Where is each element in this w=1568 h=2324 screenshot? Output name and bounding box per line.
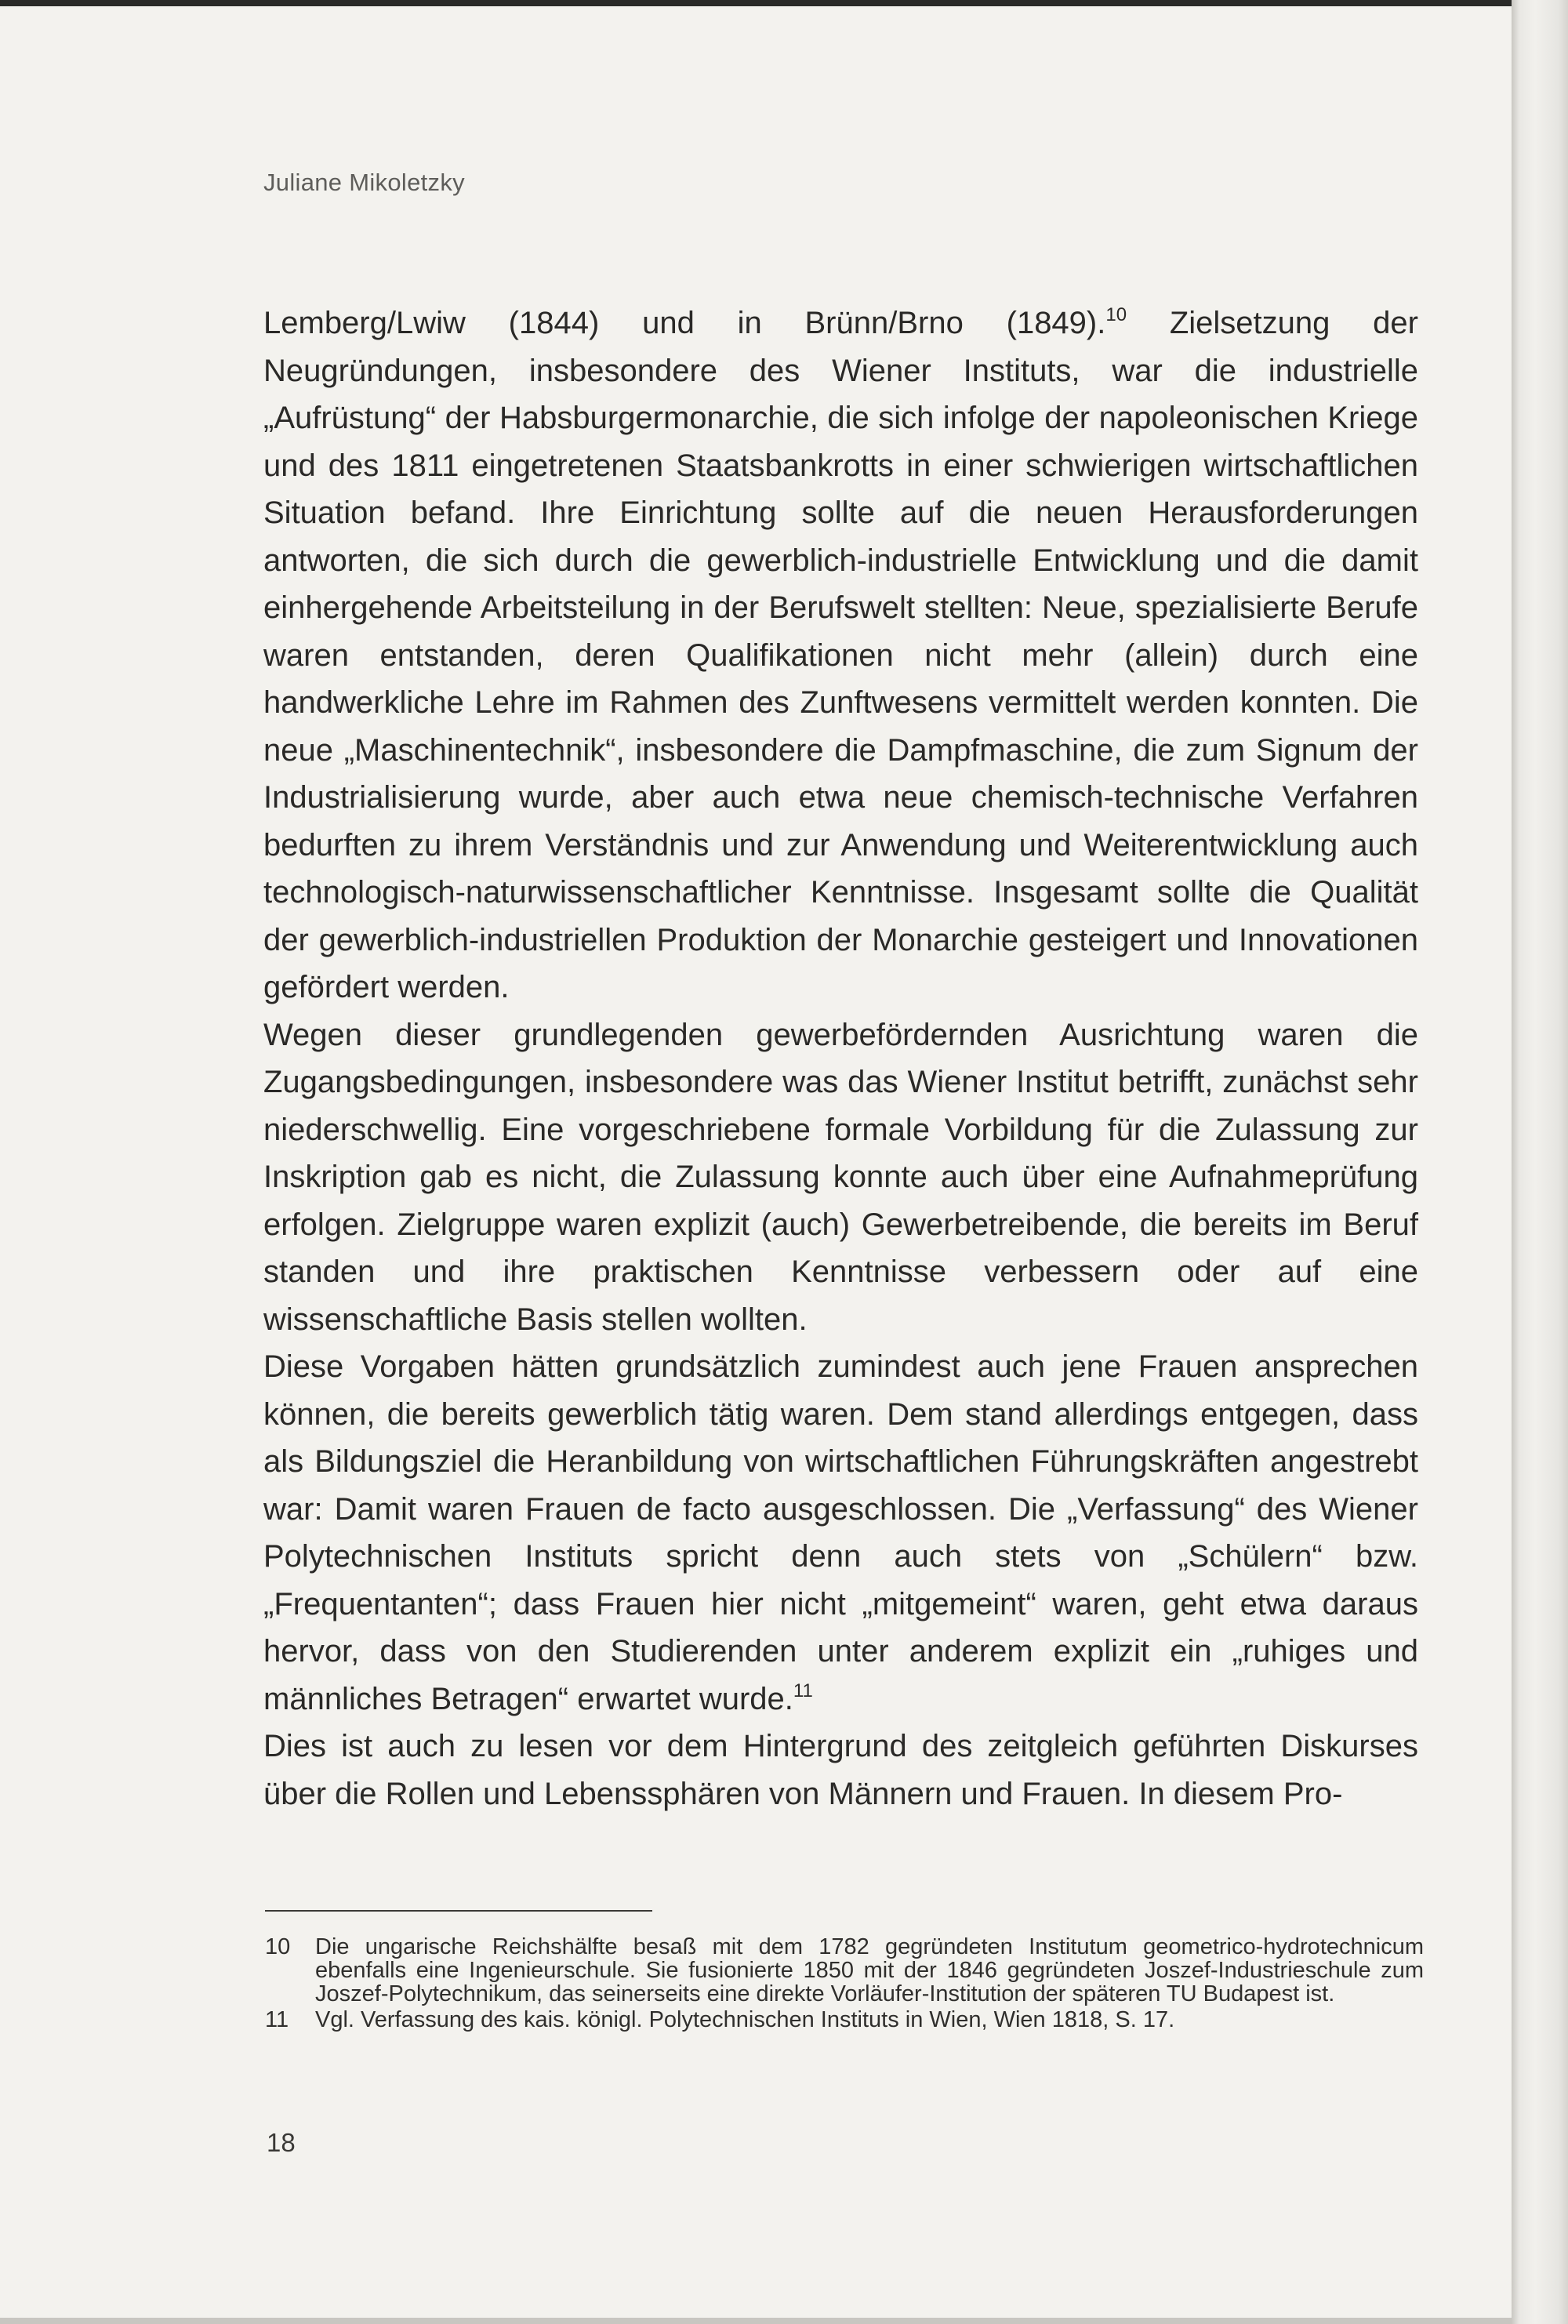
running-head: Juliane Mikoletzky: [263, 169, 465, 196]
footnote-11: [265, 2008, 1424, 2032]
footnote-text: Vgl. Verfassung des kais. königl. Polytechnischen Instituts in Wien, Wien 1818, S. 17.: [315, 2007, 1175, 2032]
book-page: [0, 6, 1512, 2318]
footnote-separator: [265, 1910, 652, 1912]
paragraph-text: Diese Vorgaben hätten grundsätzlich zumindest auch jene Frauen ansprechen können, die bereits gewerblich tätig waren. Dem stand allerdings entgegen, dass als Bildungsziel die Heranbildung von wirtschaftlichen Führungskräften angestrebt war: Damit waren Frauen de facto ausgeschlossen. Die „Verfassung“ des Wiener Polytechnischen Instituts spricht denn auch stets von „Schülern“ bzw. „Frequentanten“; dass Frauen hier nicht „mitgemeint“ waren, geht etwa daraus hervor, dass von den Studierenden unter anderem explizit ein „ruhiges und männliches Betragen“ erwartet wurde.: [263, 1349, 1418, 1716]
footnote-number: 11: [265, 2007, 289, 2032]
footnotes: [265, 1935, 1424, 2034]
footnote-10: [265, 1935, 1424, 2006]
page-number: 18: [267, 2128, 296, 2157]
footnote-number: 10: [265, 1934, 291, 1959]
paragraph-text: Zielsetzung der Neugründungen, insbesondere des Wiener Instituts, war die industrielle „Aufrüstung“ der Habsburgermonarchie, die sich infolge der napoleonischen Kriege und des 1811 eingetretenen Staatsbankrotts in einer schwierigen wirtschaftlichen Situation befand. Ihre Einrichtung sollte auf die neuen Herausforderungen antworten, die sich durch die gewerblich-industrielle Entwicklung und die damit einhergehende Arbeitsteilung in der Berufswelt stellten: Neue, spezialisierte Berufe waren entstanden, deren Qualifikationen nicht mehr (allein) durch eine handwerkliche Lehre im Rahmen des Zunftwesens vermittelt werden konnten. Die neue „Maschinentechnik“, insbesondere die Dampfmaschine, die zum Signum der Industrialisierung wurde, aber auch etwa neue chemisch-technische Verfahren bedurften zu ihrem Verständnis und zur Anwendung und Weiterentwicklung auch technologisch-naturwissenschaftlicher Kenntnisse. Insgesamt sollte die Qualität der gewerblich-industriellen Produktion der Monarchie gesteigert und Innovationen gefördert werden.: [263, 306, 1418, 1004]
body-text: [263, 300, 1418, 1817]
paragraph-2: Wegen dieser grundlegenden gewerbefördernden Ausrichtung waren die Zugangsbedingungen, insbesondere was das Wiener Institut betrifft, zunächst sehr niederschwellig. Eine vorgeschriebene formale Vorbildung für die Zulassung zur Inskription gab es nicht, die Zulassung konnte auch über eine Aufnahmeprüfung erfolgen. Zielgruppe waren explizit (auch) Gewerbetreibende, die bereits im Beruf standen und ihre praktischen Kenntnisse verbessern oder auf eine wissenschaftliche Basis stellen wollten.: [263, 1017, 1418, 1337]
footnote-reference-10[interactable]: 10: [1105, 304, 1127, 325]
footnote-text: Die ungarische Reichshälfte besaß mit dem 1782 gegründeten Institutum geometrico-hydrotechnicum ebenfalls eine Ingenieurschule. Sie fusionierte 1850 mit der 1846 gegründeten Joszef-Industrieschule zum Joszef-Polytechnikum, das seinerseits eine direkte Vorläufer-Institution der späteren TU Budapest ist.: [315, 1934, 1424, 2006]
footnote-reference-11[interactable]: 11: [793, 1679, 813, 1701]
paragraph-4: Dies ist auch zu lesen vor dem Hintergrund des zeitgleich geführten Diskurses über die Rollen und Lebenssphären von Männern und Frauen. In diesem Pro-: [263, 1729, 1418, 1811]
paragraph-1: [263, 300, 1418, 1011]
paragraph-3: [263, 1343, 1418, 1723]
scan-bottom-edge: [0, 2318, 1512, 2324]
paragraph-text: Lemberg/Lwiw (1844) und in Brünn/Brno (1849).: [263, 306, 1106, 340]
scan-top-shadow: [0, 0, 1568, 6]
book-gutter: [1512, 0, 1568, 2324]
